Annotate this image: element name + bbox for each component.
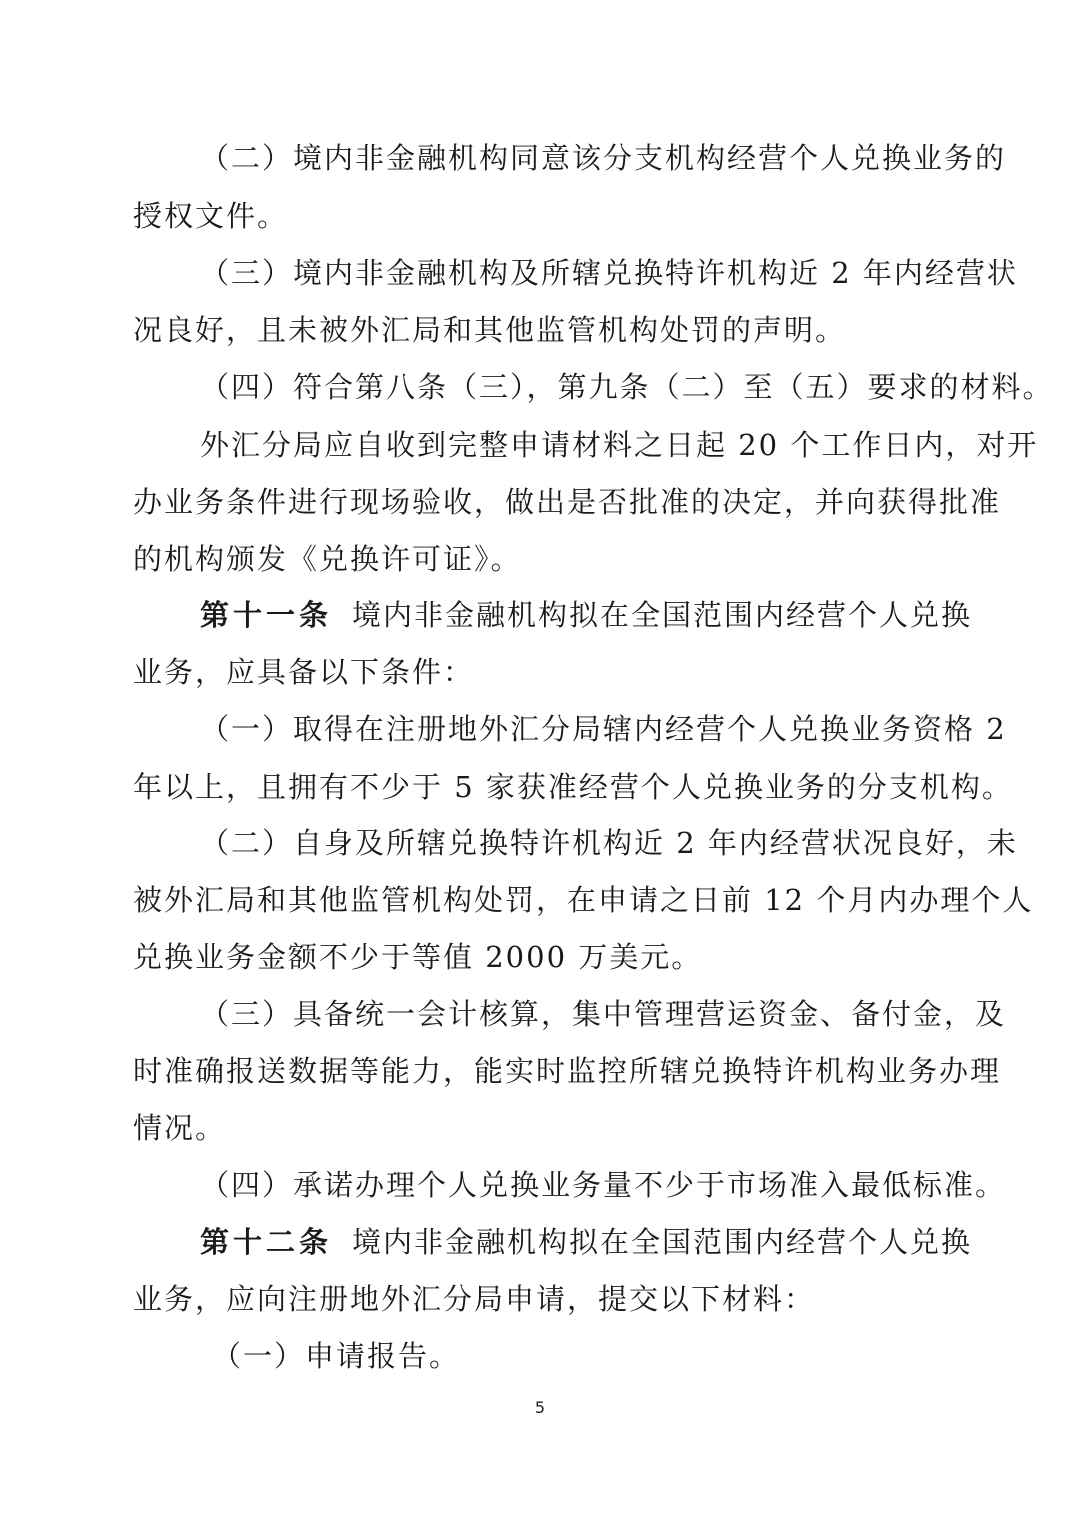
paragraph-line: （一）取得在注册地外汇分局辖内经营个人兑换业务资格 2 — [200, 712, 1007, 746]
paragraph-line: 境内非金融机构拟在全国范围内经营个人兑换 — [352, 1225, 973, 1259]
paragraph-line: 境内非金融机构拟在全国范围内经营个人兑换 — [352, 598, 973, 632]
paragraph-line: （二）境内非金融机构同意该分支机构经营个人兑换业务的 — [200, 141, 1007, 175]
page-number: 5 — [534, 1398, 546, 1417]
article-heading: 第十一条 — [200, 598, 333, 632]
paragraph-line: 的机构颁发《兑换许可证》。 — [133, 542, 522, 576]
paragraph-line: （三）具备统一会计核算，集中管理营运资金、备付金，及 — [200, 997, 1007, 1031]
paragraph-line: 兑换业务金额不少于等值 2000 万美元。 — [133, 940, 703, 974]
paragraph-line: 授权文件。 — [133, 199, 289, 233]
paragraph-line: 业务，应具备以下条件： — [133, 655, 475, 689]
paragraph-line: （三）境内非金融机构及所辖兑换特许机构近 2 年内经营状 — [200, 256, 1018, 290]
paragraph-line: （二）自身及所辖兑换特许机构近 2 年内经营状况良好，未 — [200, 826, 1018, 860]
paragraph-line: 情况。 — [133, 1111, 227, 1145]
paragraph-line: 办业务条件进行现场验收，做出是否批准的决定，并向获得批准 — [133, 485, 1002, 519]
paragraph-line: 被外汇局和其他监管机构处罚，在申请之日前 12 个月内办理个人 — [133, 883, 1034, 917]
paragraph-line: 时准确报送数据等能力，能实时监控所辖兑换特许机构业务办理 — [133, 1054, 1002, 1088]
paragraph-line: 业务，应向注册地外汇分局申请，提交以下材料： — [133, 1282, 816, 1316]
paragraph-line: （四）承诺办理个人兑换业务量不少于市场准入最低标准。 — [200, 1168, 1007, 1202]
paragraph-line: （四）符合第八条（三），第九条（二）至（五）要求的材料。 — [200, 370, 1054, 404]
paragraph-line: 年以上，且拥有不少于 5 家获准经营个人兑换业务的分支机构。 — [133, 770, 1013, 804]
article-heading: 第十二条 — [200, 1225, 333, 1259]
paragraph-line: 况良好，且未被外汇局和其他监管机构处罚的声明。 — [133, 313, 847, 347]
paragraph-line: （一）申请报告。 — [212, 1339, 461, 1373]
paragraph-line: 外汇分局应自收到完整申请材料之日起 20 个工作日内，对开 — [200, 428, 1039, 462]
